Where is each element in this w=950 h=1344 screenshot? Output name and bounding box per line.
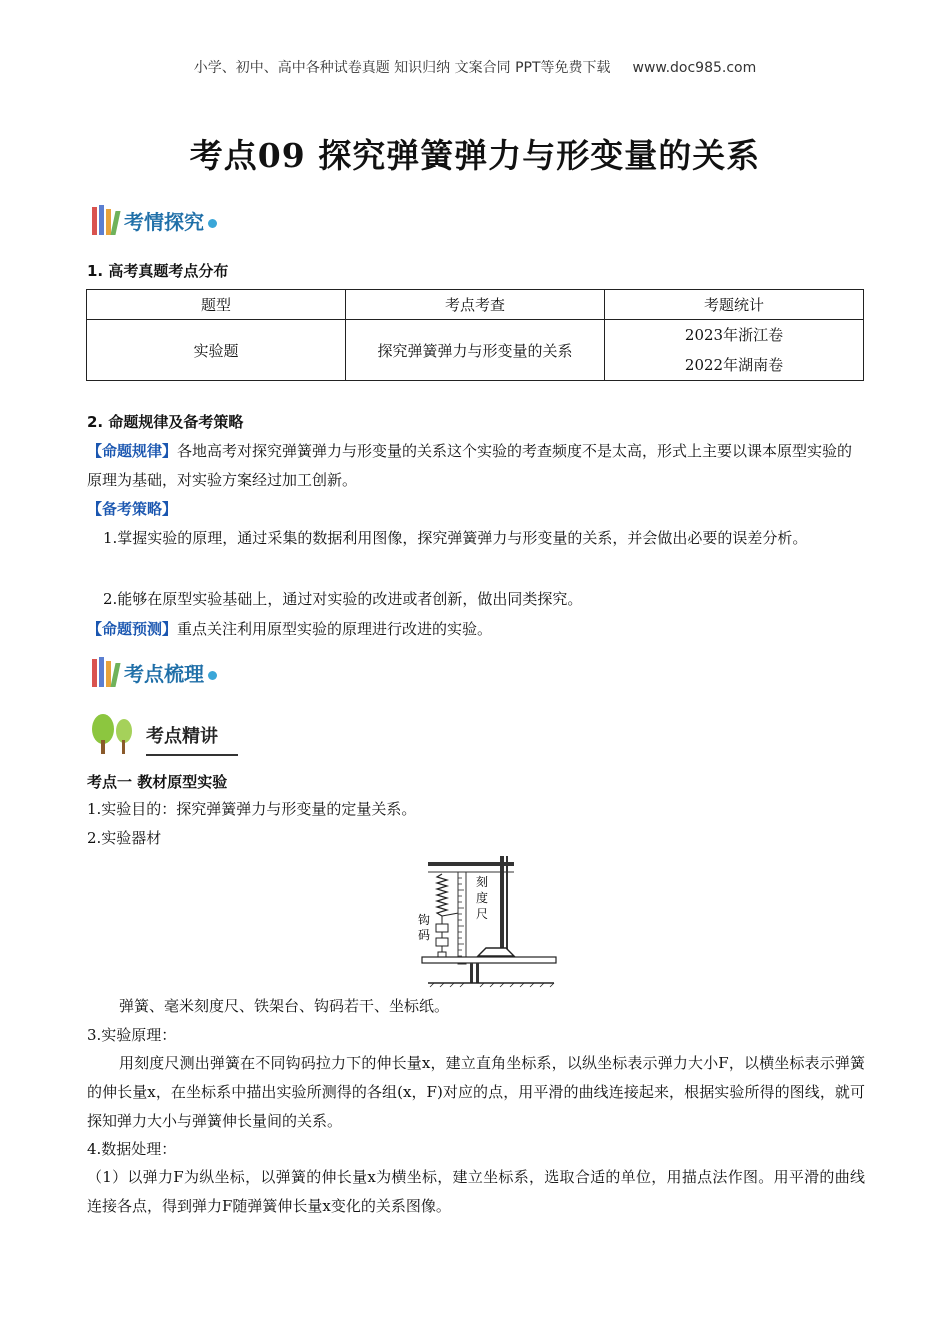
header-cell: 考题统计 bbox=[605, 290, 864, 320]
dist-heading: 1. 高考真题考点分布 bbox=[87, 262, 229, 280]
stat-item: 2023年浙江卷 bbox=[684, 326, 784, 344]
dist-table bbox=[86, 289, 864, 381]
rule-tag: 【命题规律】 bbox=[87, 442, 178, 460]
rule-text: 各地高考对探究弹簧弹力与形变量的关系这个实验的考查频度不是太高，形式上主要以课本原型实验的原理为基础，对实验方案经过加工创新。 bbox=[87, 442, 853, 489]
stat-item: 2022年湖南卷 bbox=[684, 356, 784, 374]
rule-paragraph bbox=[87, 437, 865, 495]
header-cell: 题型 bbox=[87, 290, 346, 320]
kp1-heading: 考点一 教材原型实验 bbox=[87, 773, 228, 791]
weight-label-char: 码 bbox=[418, 928, 431, 942]
section-label: 考情探究 bbox=[124, 209, 204, 234]
type-cell: 实验题 bbox=[87, 320, 346, 381]
ruler-label-char: 刻 bbox=[476, 875, 489, 889]
prep-tag-label: 【备考策略】 bbox=[87, 500, 178, 518]
purpose-line: 1.实验目的：探究弹簧弹力与形变量的定量关系。 bbox=[87, 800, 417, 818]
page-title: 考点09 探究弹簧弹力与形变量的关系 bbox=[189, 136, 761, 175]
apparatus-figure bbox=[414, 852, 560, 988]
equip-heading: 2.实验器材 bbox=[87, 829, 162, 847]
page-header bbox=[0, 57, 950, 77]
dot-icon bbox=[208, 671, 217, 680]
strategy-heading: 2. 命题规律及备考策略 bbox=[87, 413, 244, 431]
predict-text: 重点关注利用原型实验的原理进行改进的实验。 bbox=[177, 620, 493, 638]
data-text: （1）以弹力F为纵坐标，以弹簧的伸长量x为横坐标，建立坐标系，选取合适的单位，用描点法作图。用平滑的曲线连接各点，得到弹力F随弹簧伸长量x变化的关系图像。 bbox=[87, 1168, 865, 1215]
section-banner-exam bbox=[92, 203, 217, 237]
books-icon bbox=[92, 205, 120, 235]
stats-cell bbox=[605, 320, 864, 381]
tree-icon bbox=[90, 712, 136, 756]
predict-paragraph bbox=[87, 615, 865, 644]
section-label: 考点精讲 bbox=[146, 722, 238, 756]
data-heading: 4.数据处理： bbox=[87, 1140, 177, 1158]
books-icon bbox=[92, 657, 120, 687]
prep-item: 2.能够在原型实验基础上，通过对实验的改进或者创新，做出同类探究。 bbox=[103, 590, 583, 608]
section-banner-detail bbox=[90, 712, 238, 756]
topic-cell: 探究弹簧弹力与形变量的关系 bbox=[346, 320, 605, 381]
dot-icon bbox=[208, 219, 217, 228]
predict-tag: 【命题预测】 bbox=[87, 620, 178, 638]
ruler-label-char: 尺 bbox=[476, 907, 489, 921]
equip-list: 弹簧、毫米刻度尺、铁架台、钩码若干、坐标纸。 bbox=[119, 997, 450, 1015]
weight-label-char: 钩 bbox=[418, 913, 431, 927]
header-url[interactable]: www.doc985.com bbox=[632, 60, 757, 76]
prep-tag bbox=[87, 495, 177, 524]
ruler-label-char: 度 bbox=[476, 891, 489, 905]
section-label: 考点梳理 bbox=[124, 661, 204, 686]
prep-item: 1.掌握实验的原理，通过采集的数据利用图像，探究弹簧弹力与形变量的关系，并会做出必要的误差分析。 bbox=[103, 529, 808, 547]
table-header-row bbox=[87, 290, 864, 320]
principle-text: 用刻度尺测出弹簧在不同钩码拉力下的伸长量x，建立直角坐标系，以纵坐标表示弹力大小F，以横坐标表示弹簧的伸长量x，在坐标系中描出实验所测得的各组(x，F)对应的点，用平滑的曲线连接起来，根据实验所得的图线，就可探知弹力大小与弹簧伸长量间的关系。 bbox=[87, 1054, 865, 1130]
section-banner-review bbox=[92, 655, 217, 689]
header-text: 小学、初中、高中各种试卷真题 知识归纳 文案合同 PPT等免费下载 bbox=[193, 60, 611, 76]
table-row bbox=[87, 320, 864, 381]
header-cell: 考点考查 bbox=[346, 290, 605, 320]
principle-heading: 3.实验原理： bbox=[87, 1026, 177, 1044]
